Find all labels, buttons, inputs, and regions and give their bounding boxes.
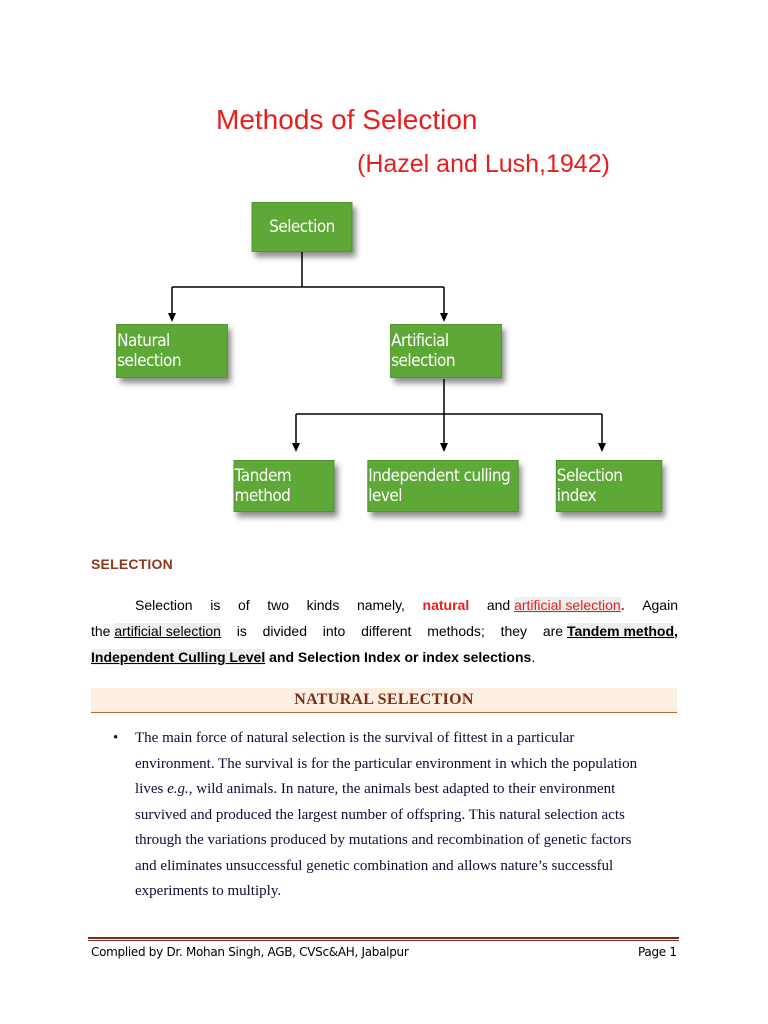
word: are [542, 623, 564, 639]
node-selection: Selection [252, 202, 353, 252]
node-natural-selection: Natural selection [116, 324, 228, 378]
paragraph-line-3 [91, 644, 678, 670]
word: different [361, 623, 412, 639]
bullet-icon: • [113, 730, 119, 746]
node-artificial-selection: Artificial selection [390, 324, 502, 378]
selection-paragraph [91, 592, 678, 670]
arrowhead-independent [440, 443, 448, 452]
bullet-line: survived and produced the largest number of offspring. This natural selection acts [135, 806, 625, 823]
paragraph-line-1 [91, 592, 678, 618]
section-heading-selection: SELECTION [91, 556, 173, 572]
word: is [210, 597, 221, 613]
word: divided [262, 623, 307, 639]
bullet-line-start: lives [135, 781, 168, 797]
footer-credit: Complied by Dr. Mohan Singh, AGB, CVSc&AH, Jabalpur [91, 945, 409, 959]
arrowhead-index [598, 443, 606, 452]
banner-title: NATURAL SELECTION [294, 691, 474, 708]
arrowhead-artificial [440, 313, 448, 322]
arrowhead-natural [168, 313, 176, 322]
term-natural: natural [422, 597, 470, 613]
bullet-text [135, 726, 680, 905]
word: two [267, 597, 290, 613]
word: methods; [427, 623, 485, 639]
bullet-line [135, 777, 680, 803]
footer-page-number: Page 1 [638, 945, 677, 959]
bullet-line: The main force of natural selection is the survival of fittest in a particular [135, 730, 575, 746]
term-tandem-method: Tandem method [566, 623, 675, 639]
node-selection-index: Selection index [556, 460, 662, 512]
bullet-line: environment. The survival is for the particular environment in which the population [135, 755, 638, 772]
word: is [236, 623, 247, 639]
word: the [91, 623, 111, 639]
word: of [237, 597, 250, 613]
bullet-line: through the variations produced by mutations and recombination of genetic factors [135, 832, 632, 848]
node-independent-culling-level: Independent culling level [367, 460, 518, 512]
paragraph-line-2 [91, 618, 678, 644]
word: they [500, 623, 528, 639]
footer-rule [88, 940, 679, 941]
methods-of-selection-figure [92, 94, 679, 534]
bullet-line: experiments to multiply. [135, 883, 282, 899]
figure-subtitle: (Hazel and Lush,1942) [357, 150, 610, 178]
bullet-line-rest: , wild animals. In nature, the animals best adapted to their environment [188, 781, 616, 797]
word: namely, [356, 597, 405, 613]
word: Selection [135, 597, 193, 613]
word: into [322, 623, 346, 639]
term-independent-culling-level: Independent Culling Level [91, 649, 266, 665]
figure-title: Methods of Selection [216, 104, 478, 135]
comma: , [674, 623, 678, 639]
period: . [620, 597, 625, 613]
node-tandem-method: Tandem method [234, 460, 335, 512]
term-artificial-selection-2: artificial selection [114, 623, 221, 639]
natural-selection-banner [91, 688, 677, 713]
word: Again [642, 597, 678, 613]
bullet-line-italic: e.g. [167, 781, 189, 797]
arrowhead-tandem [292, 443, 300, 452]
footer-rule [88, 937, 679, 939]
word: and [486, 597, 511, 613]
word: kinds [306, 597, 340, 613]
period: . [531, 649, 536, 665]
term-selection-index: and Selection Index or index selections [269, 649, 532, 665]
term-artificial-selection: artificial selection [514, 597, 621, 613]
bullet-line: and eliminates unsuccessful genetic combination and allows nature’s successful [135, 857, 614, 874]
